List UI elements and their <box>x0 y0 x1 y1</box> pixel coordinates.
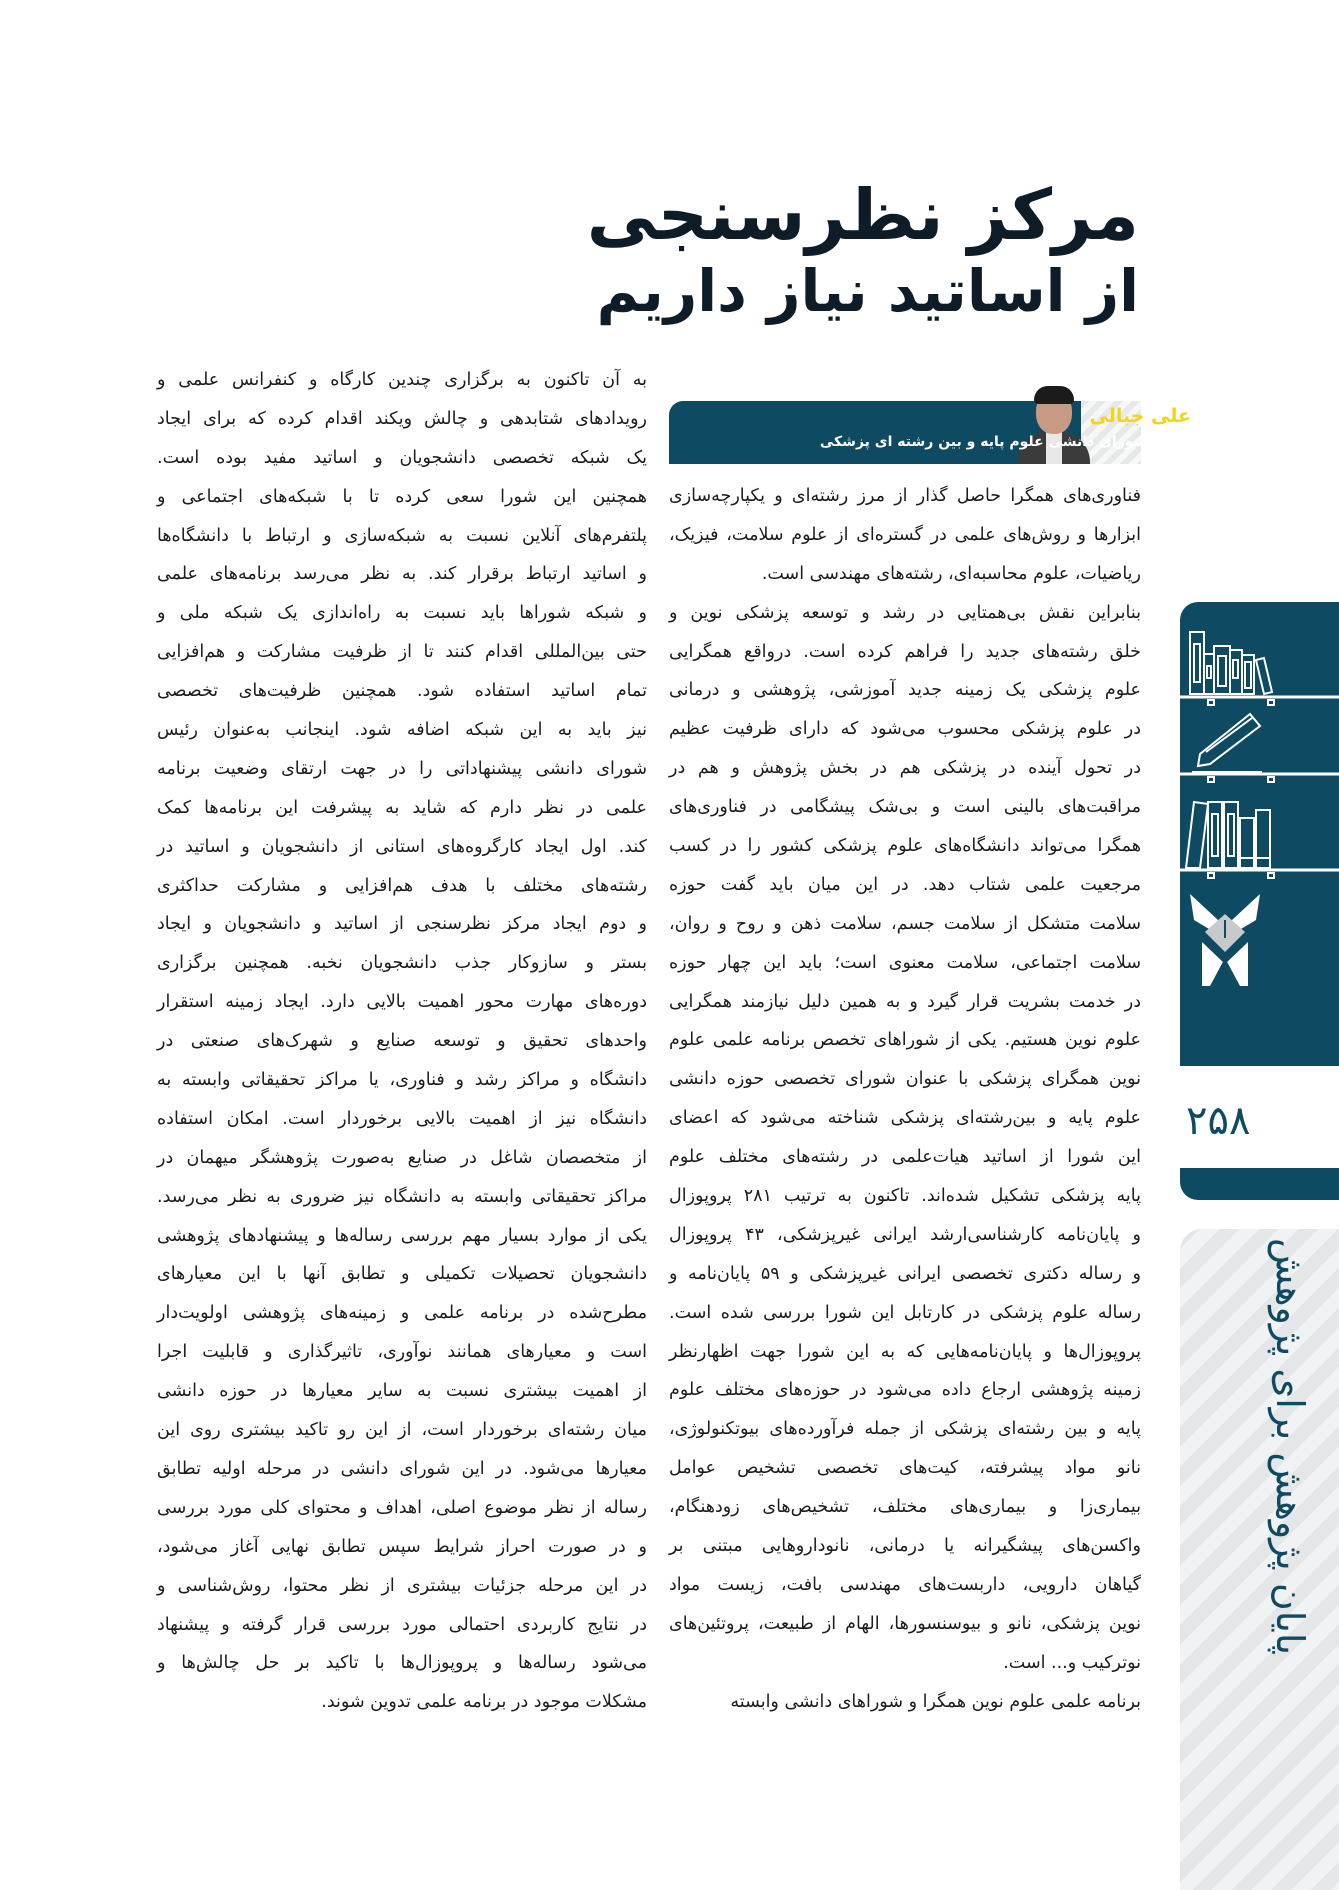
section-band <box>1180 1229 1339 1890</box>
author-role: رئیس شورای دانشی علوم پایه و بین رشته ای پزشکی <box>819 434 1191 450</box>
text-line: برنامه علمی علوم نوین همگرا و شوراهای دانشی وابسته <box>730 1691 1141 1712</box>
text-line: همچنین این شورا سعی کرده تا با شبکه‌های اجتماعی و <box>157 486 647 507</box>
author-name: علی جبالی <box>1089 405 1191 427</box>
text-line: این شورا از اساتید هیات‌علمی در رشته‌های مختلف علوم <box>669 1147 1141 1168</box>
text-line: یکی از موارد بسیار مهم بررسی رساله‌ها و پیشنهادهای پژوهشی <box>157 1225 647 1246</box>
text-line: در تحول آینده در پزشکی هم در بخش پژوهش و هم در <box>669 758 1141 779</box>
text-line: پایه پزشکی تشکیل شده‌اند. تاکنون به ترتیب ۲۸۱ پروپوزال <box>669 1186 1141 1207</box>
text-line: واکسن‌های پیشگیرانه یا درمانی، نانوداروهایی مبتنی بر <box>669 1536 1141 1557</box>
text-line: و پایان‌نامه کارشناسی‌ارشد ایرانی غیرپزشکی، ۴۳ پروپوزال <box>669 1224 1141 1245</box>
text-line: رساله علوم پزشکی در کارتابل این شورا بررسی شده است. <box>669 1302 1141 1323</box>
text-line: همگرا می‌تواند دانشگاه‌های علوم پزشکی کشور را در کسب <box>669 836 1141 857</box>
text-line: بیماری‌زا و بیماری‌های مختلف، تشخیص‌های زودهنگام، <box>669 1497 1141 1518</box>
text-line: در نتایج کاربردی احتمالی مورد بررسی قرار گرفته و پیشنهاد <box>157 1614 647 1635</box>
text-line: بنابراین نقش بی‌همتایی در رشد و توسعه پزشکی نوین و <box>669 602 1141 623</box>
text-line: گیاهان دارویی، داربست‌های مهندسی بافت، زیست مواد <box>669 1574 1141 1595</box>
text-line: به آن تاکنون به برگزاری چندین کارگاه و کنفرانس علمی و <box>157 370 647 390</box>
books-icon <box>1190 632 1272 694</box>
text-line: سلامت اجتماعی، سلامت معنوی است؛ باید این چهار حوزه <box>669 952 1141 973</box>
page-number: ۲۵۸ <box>1186 1098 1251 1144</box>
sidebar-bar <box>1180 1168 1339 1200</box>
text-line: میان رشته‌ای برخوردار است، از این رو تاکید بیشتری روی این <box>157 1420 647 1441</box>
text-line: مشکلات موجود در برنامه علمی تدوین شوند. <box>321 1692 647 1713</box>
text-line: و اساتید ارتباط برقرار کند. به نظر می‌رسد برنامه‌های علمی <box>157 564 647 585</box>
text-line: در این مرحله جزئیات بیشتری از نظر محتوا، روش‌شناسی و <box>157 1575 647 1596</box>
text-line: یک شبکه تخصصی دانشجویان و اساتید مفید بوده است. <box>157 447 647 468</box>
text-line: واحدهای تحقیق و توسعه صنایع و شهرک‌های صنعتی در <box>157 1031 647 1052</box>
text-line: زمینه پژوهشی ارجاع داده می‌شود در حوزه‌های مختلف علوم <box>669 1380 1141 1401</box>
text-line: سلامت متشکل از سلامت جسم، سلامت ذهن و روح و روان، <box>669 913 1141 934</box>
text-line: رشته‌های مختلف با هدف هم‌افزایی و مشارکت حداکثری <box>157 875 647 896</box>
text-line: مراقبت‌های بالینی است و بی‌شک پیشگامی در فناوری‌های <box>669 797 1141 818</box>
text-line: رساله از نظر موضوع اصلی، اهداف و محتوای کلی مورد بررسی <box>157 1497 647 1518</box>
text-line: شورای دانشی پیشنهاداتی را در جهت ارتقای وضعیت برنامه <box>157 758 647 779</box>
pencil-icon <box>1192 714 1262 772</box>
text-line: ریاضیات، علوم محاسبه‌ای، رشته‌های مهندسی است. <box>761 563 1141 584</box>
text-line: دانشگاه و مراکز رشد و فناوری، یا مراکز تحقیقاتی وابسته به <box>157 1070 647 1091</box>
article-title-line-1: مرکز نظرسنجی <box>586 174 1139 256</box>
text-line: در علوم پزشکی محسوب می‌شود که دارای ظرفیت عظیم <box>669 719 1141 740</box>
text-line: کند. اول ایجاد کارگروه‌های استانی از دانشجویان و اساتید در <box>157 836 647 857</box>
text-line: علوم پزشکی یک زمینه جدید آموزشی، پژوهشی و درمانی <box>669 680 1141 701</box>
text-line: خلق رشته‌های جدید را فراهم کرده است. درواقع همگرایی <box>669 641 1141 662</box>
text-line: ابزارها و روش‌های علمی در گستره‌ای از علوم سلامت، فیزیک، <box>669 524 1141 545</box>
sidebar-icon-panel <box>1180 602 1339 1066</box>
text-line: پایه و بین رشته‌ای پزشکی از جمله فرآورده‌های بیوتکنولوژی، <box>669 1419 1141 1440</box>
text-line: حتی بین‌المللی اقدام کنند تا از ظرفیت مشارکت و هم‌افزایی <box>157 642 647 663</box>
text-line: است و معیارهای همانند نوآوری، تاثیرگذاری و قابلیت اجرا <box>157 1342 647 1363</box>
text-line: نیز باید به این شبکه اضافه شود. اینجانب به‌عنوان رئیس <box>157 720 647 741</box>
text-line: معیارها می‌شود. در این شورای دانشی در مرحله اولیه تطابق <box>157 1458 647 1479</box>
author-photo <box>1018 386 1090 464</box>
text-line: علمی در نظر دارم که شاید به پیشرفت این برنامه‌ها کمک <box>157 797 647 818</box>
text-line: علوم نوین هستیم. یکی از شوراهای تخصص برنامه علمی علوم <box>669 1030 1141 1051</box>
text-line: دانشگاه نیز از اهمیت بالایی برخوردار است. امکان استفاده <box>157 1108 647 1129</box>
text-line: و دوم ایجاد مرکز نظرسنجی از اساتید و دانشجویان و ایجاد <box>157 914 647 935</box>
text-line: نوین همگرای پزشکی با عنوان شورای تخصصی حوزه دانشی <box>669 1069 1141 1090</box>
text-line: علوم پایه و بین‌رشته‌ای پزشکی شناخته می‌شود که اعضای <box>669 1108 1141 1129</box>
text-line: بستر و سازوکار جذب دانشجویان نخبه. همچنین برگزاری <box>157 953 647 974</box>
text-line: نوترکیب و... است. <box>1003 1652 1141 1673</box>
text-line: نانو مواد پیشرفته، کیت‌های تخصصی تشخیص عوامل <box>669 1458 1141 1479</box>
text-line: رویدادهای شتابدهی و چالش ویکند اقدام کرده که برای ایجاد <box>157 408 647 429</box>
text-line: از متخصصان شاغل در صنایع به‌صورت پژوهشگر میهمان در <box>157 1147 647 1168</box>
left-text-column <box>157 361 647 1722</box>
books-icon <box>1186 802 1270 868</box>
article-title-line-2: از اساتید نیاز داریم <box>596 257 1139 325</box>
text-line: و رساله دکتری تخصصی ایرانی غیرپزشکی و ۵۹ پایان‌نامه و <box>669 1263 1141 1284</box>
university-logo-icon <box>1190 894 1260 986</box>
text-line: مطرح‌شده در برنامه علمی و زمینه‌های پژوهشی اولویت‌دار <box>157 1303 647 1324</box>
text-line: فناوری‌های همگرا حاصل گذار از مرز رشته‌ای و یکپارچه‌سازی <box>669 486 1141 506</box>
text-line: پروپوزال‌ها و پایان‌نامه‌هایی که به این شورا جهت اظهارنظر <box>669 1341 1141 1362</box>
text-line: دوره‌های مهارت محور اهمیت بالایی دارد. ایجاد زمینه استقرار <box>157 992 647 1013</box>
text-line: تمام اساتید استفاده شود. همچنین ظرفیت‌های تخصصی <box>157 681 647 702</box>
text-line: از اهمیت بیشتری نسبت به سایر معیارها در حوزه دانشی <box>157 1381 647 1402</box>
right-text-column <box>669 477 1141 1722</box>
section-title: پایان پژوهش برای پژوهش <box>1268 1238 1312 1656</box>
text-line: مرجعیت علمی شتاب دهد. در این میان باید گفت حوزه <box>669 874 1141 895</box>
text-line: می‌شود رساله‌ها و پروپوزال‌ها با تاکید بر حل چالش‌ها و <box>157 1653 647 1674</box>
text-line: در خدمت بشریت قرار گیرد و به همین دلیل نیازمند همگرایی <box>669 991 1141 1012</box>
text-line: نوین پزشکی، نانو و بیوسنسورها، الهام از طبیعت، پروتئین‌های <box>669 1613 1141 1634</box>
text-line: دانشجویان تحصیلات تکمیلی و تطابق آنها با این معیارهای <box>157 1264 647 1285</box>
text-line: پلتفرم‌های آنلاین نسبت به شبکه‌سازی و ارتباط با دانشگاه‌ها <box>157 525 647 546</box>
text-line: مراکز تحقیقاتی وابسته به دانشگاه نیز ضروری به نظر می‌رسد. <box>157 1186 647 1207</box>
text-line: و شبکه شوراها باید نسبت به راه‌اندازی یک شبکه ملی و <box>157 603 647 624</box>
text-line: و در صورت احراز شرایط سپس تطابق نهایی آغاز می‌شود، <box>157 1536 647 1557</box>
